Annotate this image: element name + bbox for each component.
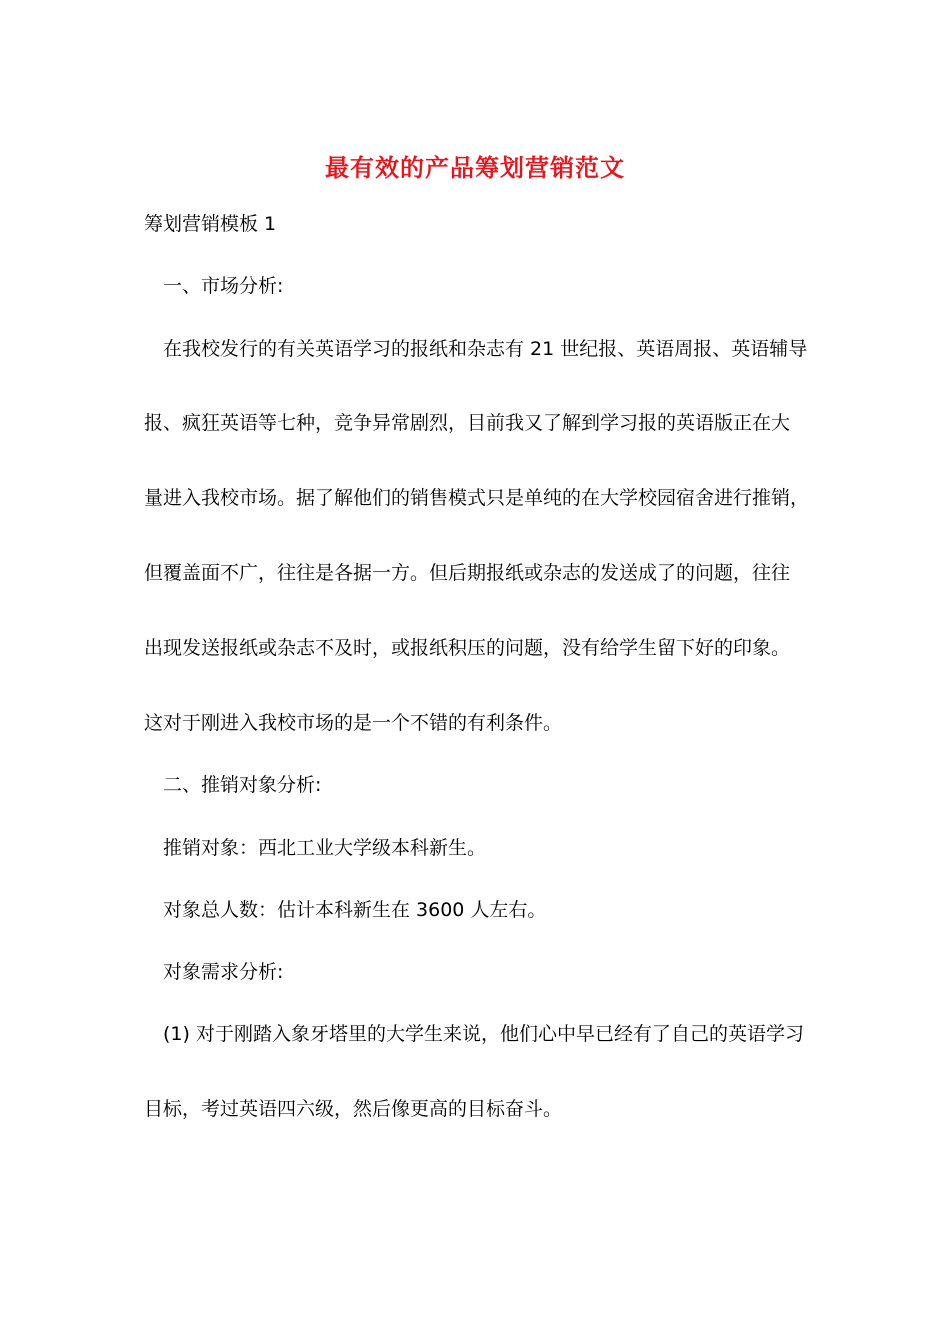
target-line: 推销对象：西北工业大学级本科新生。: [163, 837, 487, 859]
paragraph-line: 但覆盖面不广，往往是各据一方。但后期报纸或杂志的发送成了的问题，往往: [144, 562, 791, 584]
paragraph-line: 出现发送报纸或杂志不及时，或报纸积压的问题，没有给学生留下好的印象。: [144, 637, 791, 659]
paragraph-line: 报、疯狂英语等七种，竞争异常剧烈，目前我又了解到学习报的英语版正在大: [144, 412, 791, 434]
paragraph-line: 量进入我校市场。据了解他们的销售模式只是单纯的在大学校园宿舍进行推销，: [144, 487, 810, 509]
paragraph-line: 目标，考过英语四六级，然后像更高的目标奋斗。: [144, 1098, 563, 1120]
document-title: 最有效的产品筹划营销范文: [325, 153, 625, 182]
paragraph-line: (1) 对于刚踏入象牙塔里的大学生来说，他们心中早已经有了自己的英语学习: [163, 1023, 804, 1045]
demand-heading: 对象需求分析:: [163, 961, 284, 983]
template-heading: 筹划营销模板 1: [144, 213, 277, 235]
section-heading-market: 一、市场分析:: [163, 275, 284, 297]
paragraph-line: 在我校发行的有关英语学习的报纸和杂志有 21 世纪报、英语周报、英语辅导: [163, 338, 808, 360]
paragraph-line: 这对于刚进入我校市场的是一个不错的有利条件。: [144, 712, 563, 734]
section-heading-target: 二、推销对象分析:: [163, 774, 322, 796]
target-count-line: 对象总人数：估计本科新生在 3600 人左右。: [163, 899, 547, 921]
